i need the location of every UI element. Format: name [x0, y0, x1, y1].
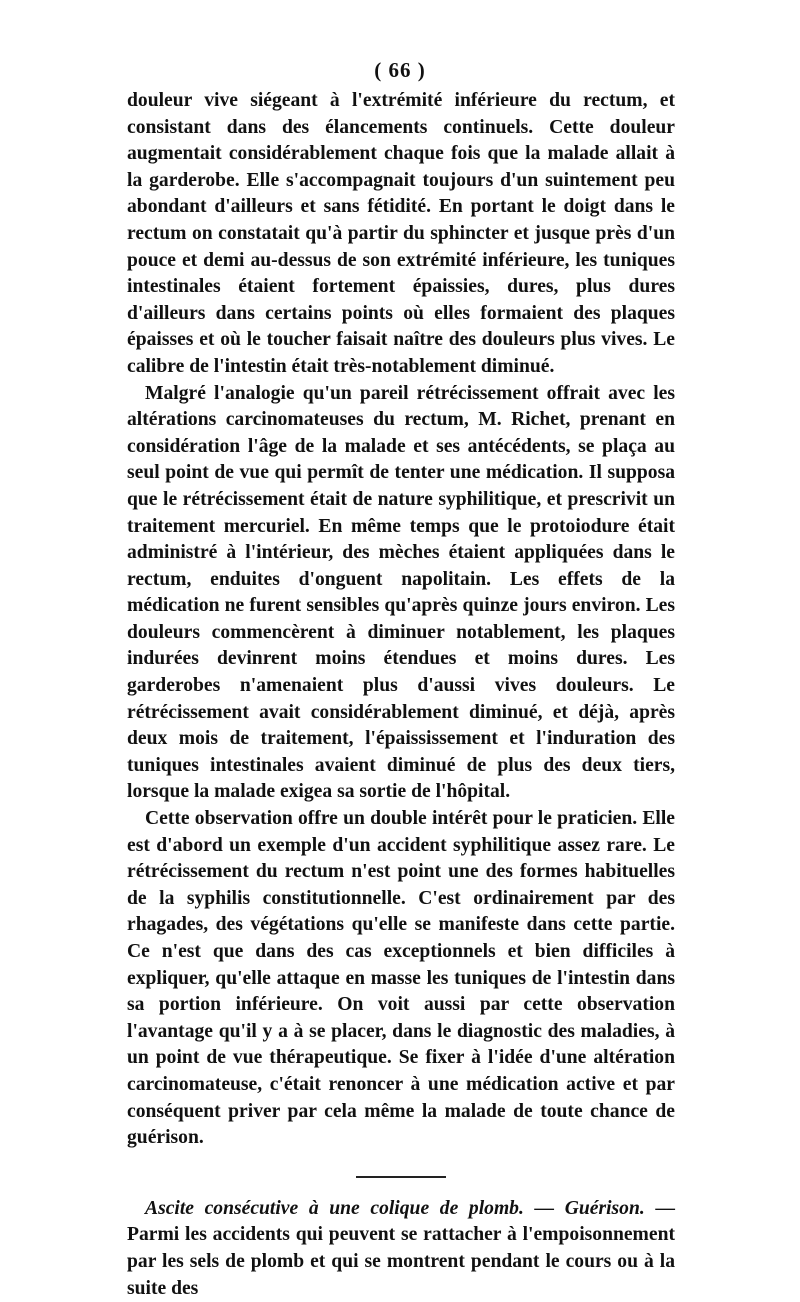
section-paragraph — [127, 1196, 675, 1302]
paragraph-1: douleur vive siégeant à l'extrémité inférieure du rectum, et consistant dans des élancements continuels. Cette douleur augmentait considérablement chaque fois que la malade allait à la garderobe. Elle s'accompagnait toujours d'un suintement peu abondant d'ailleurs et sans fétidité. En portant le doigt dans le rectum on constatait qu'à partir du sphincter et jusque près d'un pouce et demi au-dessus de son extrémité inférieure, les tuniques intestinales étaient fortement épaissies, dures, plus dures d'ailleurs dans certains points où elles formaient des plaques épaisses et où le toucher faisait naître des douleurs plus vives. Le calibre de l'intestin était très-notablement diminué. — [127, 90, 675, 377]
page-number: ( 66 ) — [374, 58, 426, 82]
section-title-dash: — — [644, 1197, 675, 1219]
body-text — [127, 88, 675, 1302]
paragraph-3: Cette observation offre un double intérêt pour le praticien. Elle est d'abord un exemple d'un accident syphilitique assez rare. Le rétrécissement du rectum n'est point une des formes habituelles de la syphilis constitutionnelle. C'est ordinairement par des rhagades, des végétations qu'elle se manifeste dans cette partie. Ce n'est que dans des cas exceptionnels et bien difficiles à expliquer, qu'elle attaque en masse les tuniques de l'intestin dans sa portion inférieure. On voit aussi par cette observation l'avantage qu'il y a à se placer, dans le diagnostic des maladies, à un point de vue thérapeutique. Se fixer à l'idée d'une altération carcinomateuse, c'était renoncer à une médication active et par conséquent priver par cela même la malade de toute chance de guérison. — [127, 808, 675, 1149]
section-text: Parmi les accidents qui peuvent se rattacher à l'empoisonnement par les sels de plomb et qui se montrent pendant le cours ou à la suite des — [127, 1224, 675, 1299]
section-divider — [356, 1176, 446, 1178]
section-title: Ascite consécutive à une colique de plomb. — Guérison. — [145, 1197, 645, 1219]
paragraph-2: Malgré l'analogie qu'un pareil rétrécissement offrait avec les altérations carcinomateuses du rectum, M. Richet, prenant en considération l'âge de la malade et ses antécédents, se plaça au seul point de vue qui permît de tenter une médication. Il supposa que le rétrécissement était de nature syphilitique, et prescrivit un traitement mercuriel. En même temps que le protoiodure était administré à l'intérieur, des mèches étaient appliquées dans le rectum, enduites d'onguent napolitain. Les effets de la médication ne furent sensibles qu'après quinze jours environ. Les douleurs commencèrent à diminuer notablement, les plaques indurées devinrent moins étendues et moins dures. Les garderobes n'amenaient plus d'aussi vives douleurs. Le rétrécissement avait considérablement diminué, et déjà, après deux mois de traitement, l'épaississement et l'induration des tuniques intestinales avaient diminué de plus des deux tiers, lorsque la malade exigea sa sortie de l'hôpital. — [127, 382, 675, 803]
